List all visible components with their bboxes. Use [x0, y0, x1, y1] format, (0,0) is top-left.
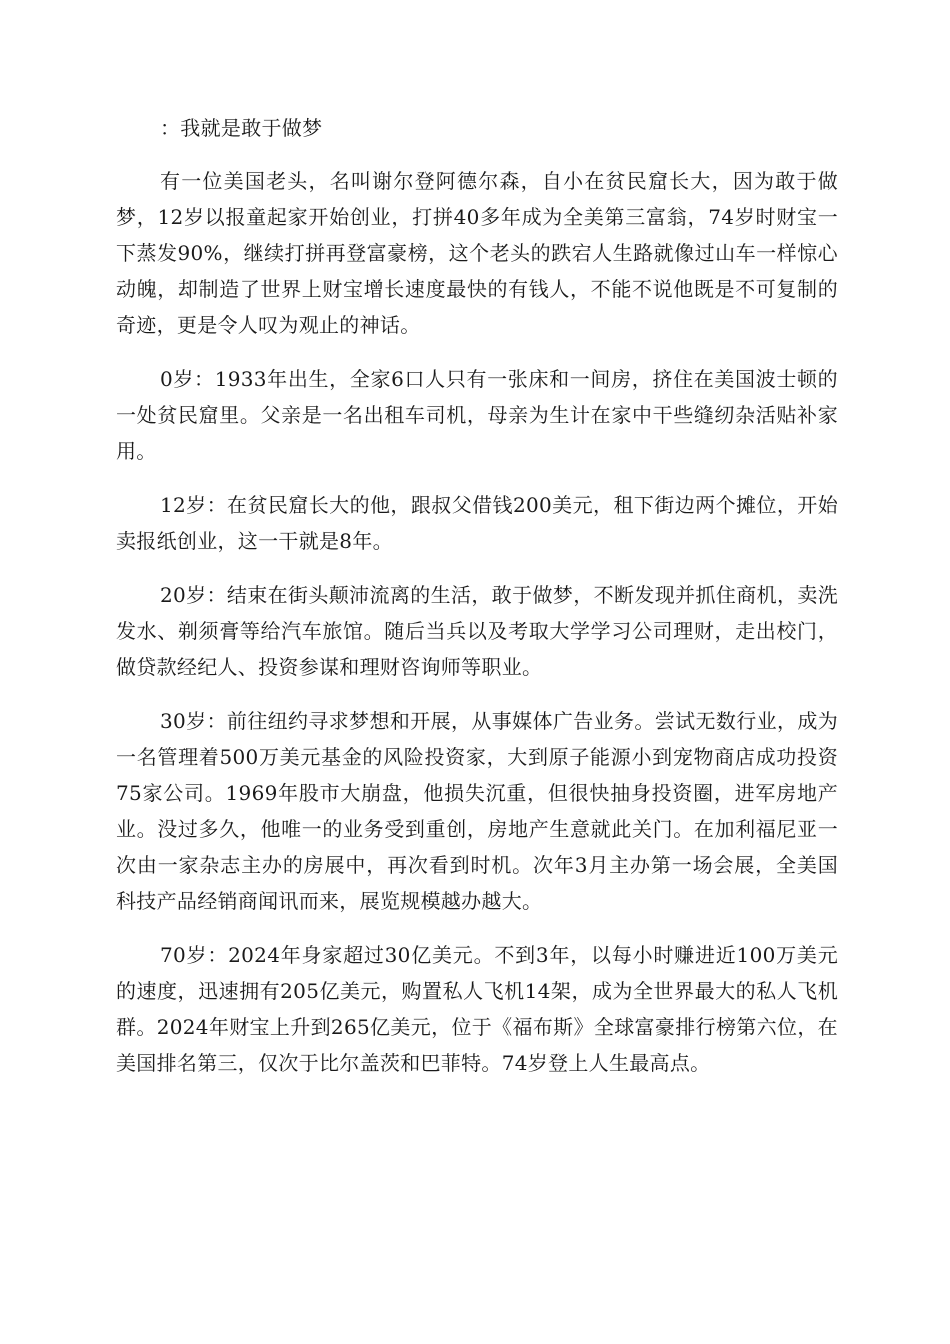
paragraph-age-0: 0岁：1933年出生，全家6口人只有一张床和一间房，挤住在美国波士顿的一处贫民窟里。父亲是一名出租车司机，母亲为生计在家中干些缝纫杂活贴补家用。	[116, 367, 838, 463]
paragraph-intro: 有一位美国老头，名叫谢尔登阿德尔森，自小在贫民窟长大，因为敢于做梦，12岁以报童起家开始创业，打拼40多年成为全美第三富翁，74岁时财宝一下蒸发90%，继续打拼再登富豪榜，这个老头的跌宕人生路就像过山车一样惊心动魄，却制造了世界上财宝增长速度最快的有钱人，不能不说他既是不可复制的奇迹，更是令人叹为观止的神话。	[116, 169, 838, 337]
paragraph-age-20: 20岁：结束在街头颠沛流离的生活，敢于做梦，不断发现并抓住商机，卖洗发水、剃须膏等给汽车旅馆。随后当兵以及考取大学学习公司理财，走出校门，做贷款经纪人、投资参谋和理财咨询师等职业。	[116, 583, 838, 679]
paragraph-age-30: 30岁：前往纽约寻求梦想和开展，从事媒体广告业务。尝试无数行业，成为一名管理着500万美元基金的风险投资家，大到原子能源小到宠物商店成功投资75家公司。1969年股市大崩盘，他损失沉重，但很快抽身投资圈，进军房地产业。没过多久，他唯一的业务受到重创，房地产生意就此关门。在加利福尼亚一次由一家杂志主办的房展中，再次看到时机。次年3月主办第一场会展，全美国科技产品经销商闻讯而来，展览规模越办越大。	[116, 709, 838, 913]
document-body	[116, 110, 838, 1099]
paragraph-age-70: 70岁：2024年身家超过30亿美元。不到3年，以每小时赚进近100万美元的速度，迅速拥有205亿美元，购置私人飞机14架，成为全世界最大的私人飞机群。2024年财宝上升到265亿美元，位于《福布斯》全球富豪排行榜第六位，在美国排名第三，仅次于比尔盖茨和巴菲特。74岁登上人生最高点。	[116, 943, 838, 1075]
document-title: ：我就是敢于做梦	[160, 116, 323, 140]
paragraph-age-12: 12岁：在贫民窟长大的他，跟叔父借钱200美元，租下街边两个摊位，开始卖报纸创业，这一干就是8年。	[116, 493, 838, 553]
